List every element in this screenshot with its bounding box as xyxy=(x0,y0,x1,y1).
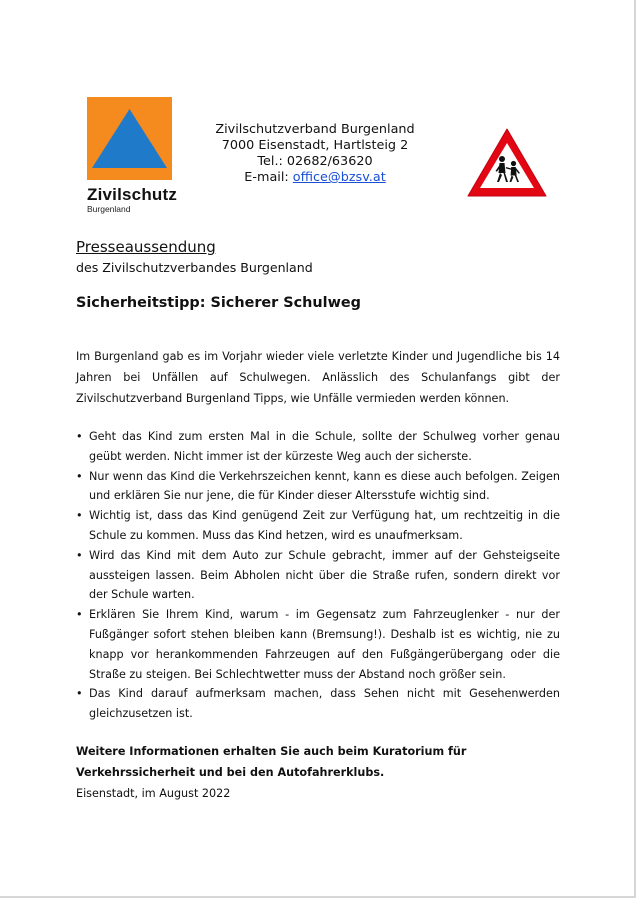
intro-paragraph: Im Burgenland gab es im Vorjahr wieder viele verletzte Kinder und Jugendliche bis 14 Jahren bei Unfällen auf Schulwegen. Anlässlich des Schulanfangs gibt der Zivilschutzverband Burgenland Tipps, wie Unfälle vermieden werden können. xyxy=(76,350,560,405)
logo-subtitle: Burgenland xyxy=(87,204,131,214)
bullet-dot: • xyxy=(76,687,83,701)
tips-list xyxy=(76,427,560,724)
tip-text: Wichtig ist, dass das Kind genügend Zeit zur Verfügung hat, um rechtzeitig in die Schule zu kommen. Muss das Kind hetzen, wird es unaufmerksam. xyxy=(89,509,560,542)
bullet-dot: • xyxy=(76,548,83,562)
bullet-dot: • xyxy=(76,608,83,622)
email-line xyxy=(200,170,430,186)
more-info-paragraph: Weitere Informationen erhalten Sie auch beim Kuratorium für Verkehrssicherheit und bei den Autofahrerklubs. xyxy=(76,744,467,779)
press-release-title: Presseaussendung xyxy=(76,238,216,256)
press-release-content xyxy=(76,238,560,804)
tip-text: Wird das Kind mit dem Auto zur Schule gebracht, immer auf der Gehsteigseite aussteigen lassen. Beim Abholen nicht über die Straße rufen, sondern direkt vor der Schule warten. xyxy=(89,548,560,602)
org-name: Zivilschutzverband Burgenland xyxy=(215,122,415,137)
bullet-dot: • xyxy=(76,430,83,443)
address-block xyxy=(200,122,430,186)
blue-triangle-icon xyxy=(87,97,172,180)
tip-list-item xyxy=(76,684,560,724)
tip-list-item xyxy=(76,546,560,605)
date-line: Eisenstadt, im August 2022 xyxy=(76,786,231,800)
tip-text: Nur wenn das Kind die Verkehrszeichen kennt, kann es diese auch befolgen. Zeigen und erklären Sie nur jene, die für Kinder dieser Altersstufe wichtig sind. xyxy=(89,469,560,503)
tip-list-item xyxy=(76,506,560,546)
email-link[interactable]: office@bzsv.at xyxy=(292,170,386,185)
tip-text: Das Kind darauf aufmerksam machen, dass Sehen nicht mit Gesehenwerden gleichzusetzen ist. xyxy=(89,687,560,721)
headline: Sicherheitstipp: Sicherer Schulweg xyxy=(76,295,361,311)
school-children-warning-sign-icon xyxy=(465,126,549,200)
bullet-dot: • xyxy=(76,509,83,523)
zivilschutz-logo xyxy=(87,97,187,214)
email-label: E-mail: xyxy=(244,170,289,185)
logo-title: Zivilschutz xyxy=(87,185,178,204)
street-address: 7000 Eisenstadt, Hartlsteig 2 xyxy=(221,138,409,153)
phone-number: Tel.: 02682/63620 xyxy=(257,154,373,169)
logo-square xyxy=(87,97,172,180)
tip-list-item xyxy=(76,467,560,507)
tip-list-item xyxy=(76,605,560,684)
tip-list-item xyxy=(76,427,560,467)
tip-text: Erklären Sie Ihrem Kind, warum - im Gegensatz zum Fahrzeuglenker - nur der Fußgänger sofort stehen bleiben kann (Bremsung!). Deshalb ist es wichtig, nie zu knapp vor herankommenden Fahrzeugen auf den Fußgängerübergang oder die Straße zu steigen. Bei Schlechtwetter muss der Abstand noch größer sein. xyxy=(89,608,560,681)
tip-text: Geht das Kind zum ersten Mal in die Schule, sollte der Schulweg vorher genau geübt werden. Nicht immer ist der kürzeste Weg auch der sicherste. xyxy=(89,430,560,463)
bullet-dot: • xyxy=(76,469,83,483)
press-release-subtitle: des Zivilschutzverbandes Burgenland xyxy=(76,260,313,275)
